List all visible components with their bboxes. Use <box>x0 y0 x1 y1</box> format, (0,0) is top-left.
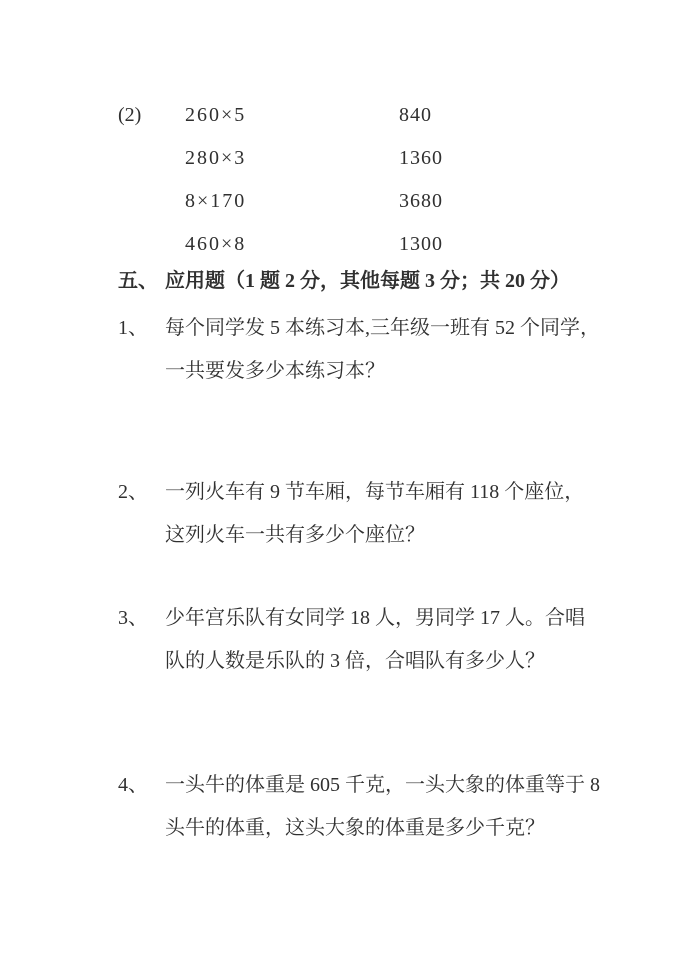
match-row <box>118 180 657 223</box>
problem-number: 3、 <box>118 607 148 629</box>
word-problems <box>118 307 657 850</box>
problem-text: 一头牛的体重是 605 千克，一头大象的体重等于 8 <box>165 774 600 796</box>
problem-item-2 <box>118 471 657 557</box>
match-group-label <box>118 180 185 223</box>
match-group-label: (2) <box>118 104 142 126</box>
matching-exercise <box>118 94 657 266</box>
problem-line <box>118 764 657 807</box>
section-number: 五、 <box>118 270 158 292</box>
problem-line <box>118 597 657 640</box>
match-expression: 8×170 <box>185 190 247 212</box>
problem-item-4 <box>118 764 657 850</box>
match-expression: 460×8 <box>185 233 247 255</box>
problem-text: 少年宫乐队有女同学 18 人，男同学 17 人。合唱 <box>165 607 585 629</box>
problem-text: 一列火车有 9 节车厢，每节车厢有 118 个座位， <box>165 481 585 503</box>
problem-text: 这列火车一共有多少个座位？ <box>165 524 425 546</box>
problem-number: 1、 <box>118 317 148 339</box>
match-answer: 840 <box>399 104 432 126</box>
problem-number: 4、 <box>118 774 148 796</box>
section-heading <box>118 260 657 303</box>
problem-text: 一共要发多少本练习本？ <box>165 360 385 382</box>
match-expression: 260×5 <box>185 104 247 126</box>
problem-text: 头牛的体重，这头大象的体重是多少千克？ <box>165 817 545 839</box>
problem-text: 每个同学发 5 本练习本,三年级一班有 52 个同学， <box>165 317 600 339</box>
match-expression: 280×3 <box>185 147 247 169</box>
problem-line <box>118 471 657 514</box>
problem-line <box>118 307 657 350</box>
problem-number: 2、 <box>118 481 148 503</box>
problem-item-3 <box>118 597 657 683</box>
match-answer: 1360 <box>399 147 443 169</box>
problem-text: 队的人数是乐队的 3 倍，合唱队有多少人？ <box>165 650 545 672</box>
match-row <box>118 94 657 137</box>
section-title: 应用题（1 题 2 分，其他每题 3 分；共 20 分） <box>165 270 570 292</box>
match-row <box>118 137 657 180</box>
problem-item-1 <box>118 307 657 393</box>
match-answer: 1300 <box>399 233 443 255</box>
match-group-label <box>118 137 185 180</box>
match-answer: 3680 <box>399 190 443 212</box>
